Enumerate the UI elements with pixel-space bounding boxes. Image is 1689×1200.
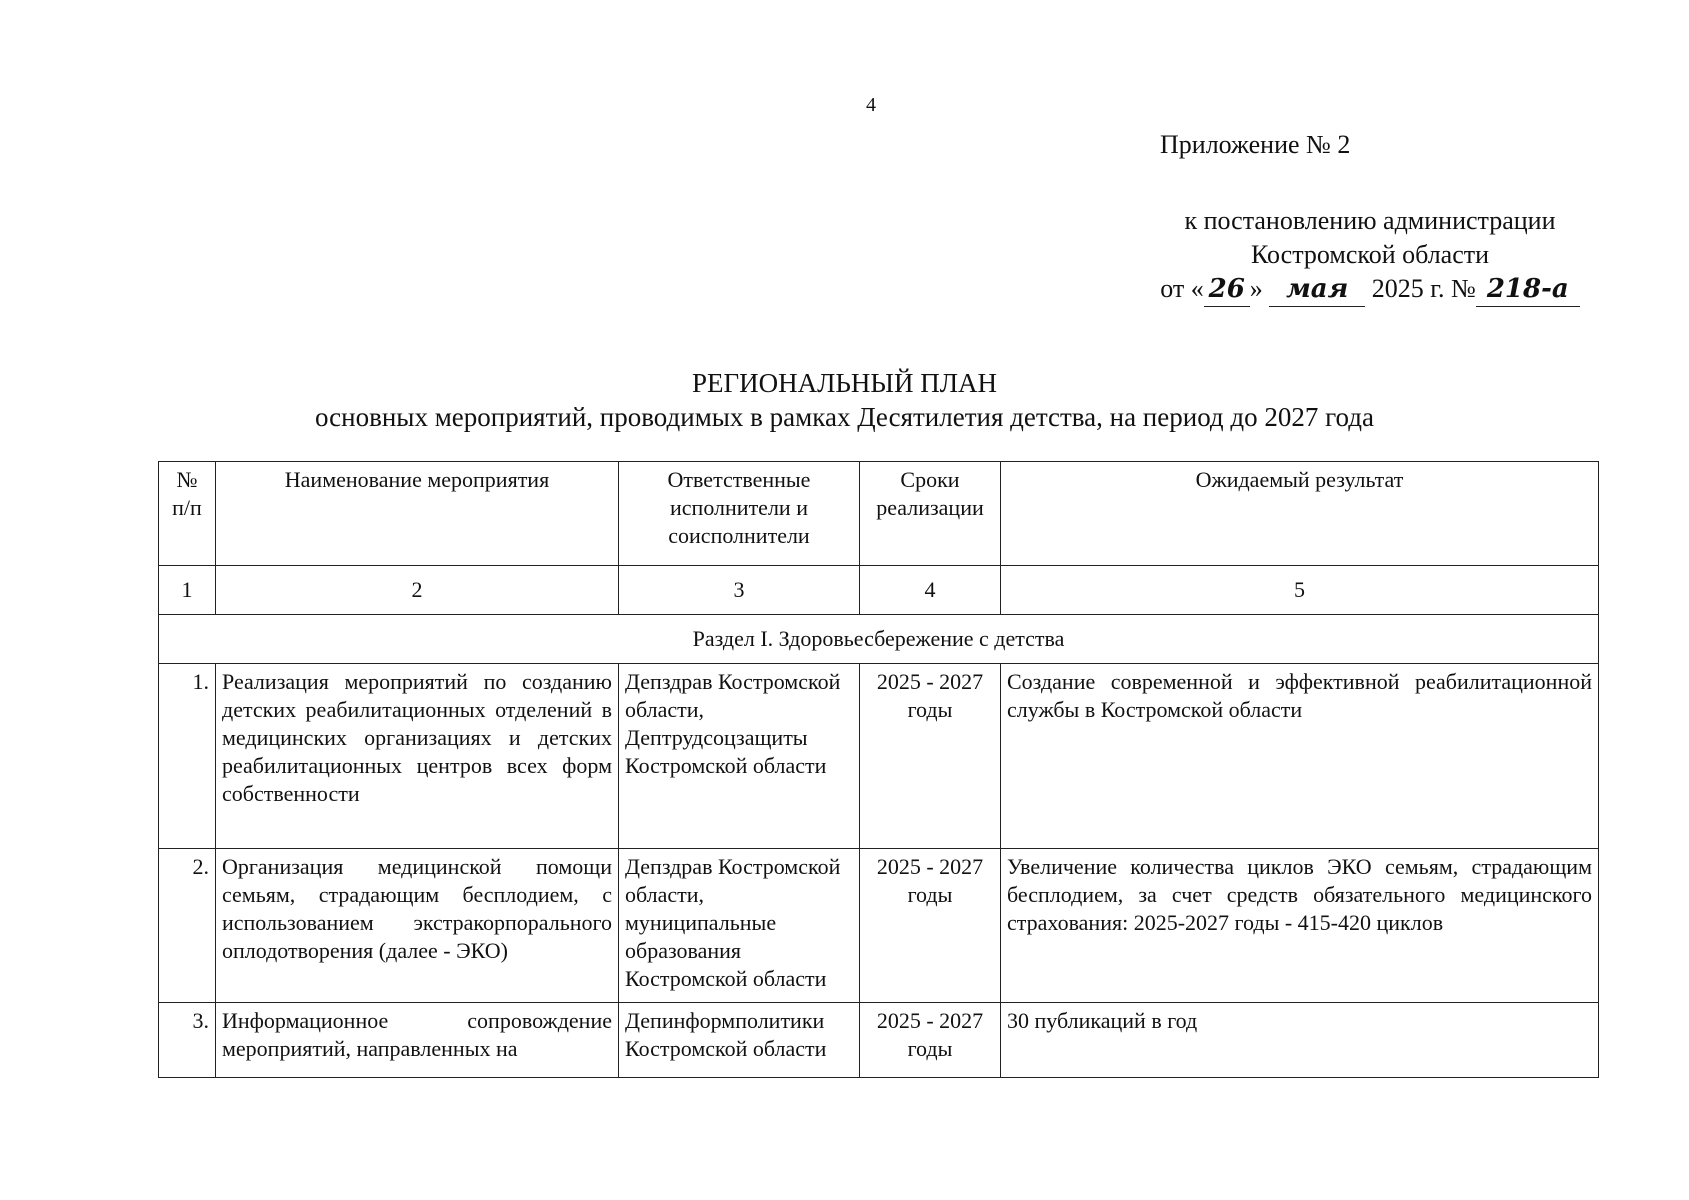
handwritten-day: 26 bbox=[1204, 272, 1250, 307]
section-title: Раздел I. Здоровьесбережение с детства bbox=[159, 615, 1599, 664]
row-term: 2025 - 2027 годы bbox=[860, 849, 1001, 1003]
row-expected-result: Увеличение количества циклов ЭКО семьям, страдающим бесплодием, за счет средств обязательного медицинского страхования: 2025-2027 годы - 415-420 циклов bbox=[1001, 849, 1599, 1003]
date-year: 2025 г. № bbox=[1371, 274, 1476, 303]
header-event-name: Наименование мероприятия bbox=[216, 462, 619, 566]
decree-date bbox=[1130, 272, 1610, 307]
row-term: 2025 - 2027 годы bbox=[860, 664, 1001, 849]
row-number: 3. bbox=[159, 1003, 216, 1078]
plan-title: РЕГИОНАЛЬНЫЙ ПЛАН bbox=[691, 368, 998, 398]
row-expected-result: Создание современной и эффективной реабилитационной службы в Костромской области bbox=[1001, 664, 1599, 849]
row-expected-result: 30 публикаций в год bbox=[1001, 1003, 1599, 1078]
column-number-3: 3 bbox=[619, 566, 860, 615]
decree-line-administration: к постановлению администрации bbox=[1184, 206, 1556, 235]
table-row bbox=[159, 664, 1599, 849]
page-number: 4 bbox=[866, 94, 876, 116]
row-event-name: Организация медицинской помощи семьям, страдающим бесплодием, с использованием экстракорпорального оплодотворения (далее - ЭКО) bbox=[216, 849, 619, 1003]
decree-line-region: Костромской области bbox=[1250, 240, 1490, 269]
header-responsible: Ответственные исполнители и соисполнители bbox=[619, 462, 860, 566]
table-row bbox=[159, 1003, 1599, 1078]
column-number-4: 4 bbox=[860, 566, 1001, 615]
column-number-1: 1 bbox=[159, 566, 216, 615]
row-number: 2. bbox=[159, 849, 216, 1003]
column-numbers-row bbox=[159, 566, 1599, 615]
section-row bbox=[159, 615, 1599, 664]
plan-subtitle: основных мероприятий, проводимых в рамках Десятилетия детства, на период до 2027 года bbox=[315, 402, 1374, 432]
table-row bbox=[159, 849, 1599, 1003]
header-number: № п/п bbox=[159, 462, 216, 566]
row-number: 1. bbox=[159, 664, 216, 849]
handwritten-month: мая bbox=[1269, 272, 1365, 307]
plan-table bbox=[158, 461, 1599, 1078]
row-event-name: Реализация мероприятий по созданию детских реабилитационных отделений в медицинских организациях и детских реабилитационных центров всех форм собственности bbox=[216, 664, 619, 849]
column-number-2: 2 bbox=[216, 566, 619, 615]
row-responsible: Депздрав Костромской области, Дептрудсоцзащиты Костромской области bbox=[619, 664, 860, 849]
row-term: 2025 - 2027 годы bbox=[860, 1003, 1001, 1078]
date-prefix: от « bbox=[1160, 274, 1204, 303]
row-event-name: Информационное сопровождение мероприятий, направленных на bbox=[216, 1003, 619, 1078]
header-expected-result: Ожидаемый результат bbox=[1001, 462, 1599, 566]
table-header-row bbox=[159, 462, 1599, 566]
handwritten-decree-number: 218-а bbox=[1476, 272, 1580, 307]
decree-reference bbox=[1130, 204, 1610, 307]
date-quote-close: » bbox=[1249, 274, 1263, 303]
row-responsible: Депинформполитики Костромской области bbox=[619, 1003, 860, 1078]
appendix-title: Приложение № 2 bbox=[1160, 130, 1351, 159]
header-term: Сроки реализации bbox=[860, 462, 1001, 566]
row-responsible: Депздрав Костромской области, муниципальные образования Костромской области bbox=[619, 849, 860, 1003]
document-title bbox=[0, 366, 1689, 434]
column-number-5: 5 bbox=[1001, 566, 1599, 615]
